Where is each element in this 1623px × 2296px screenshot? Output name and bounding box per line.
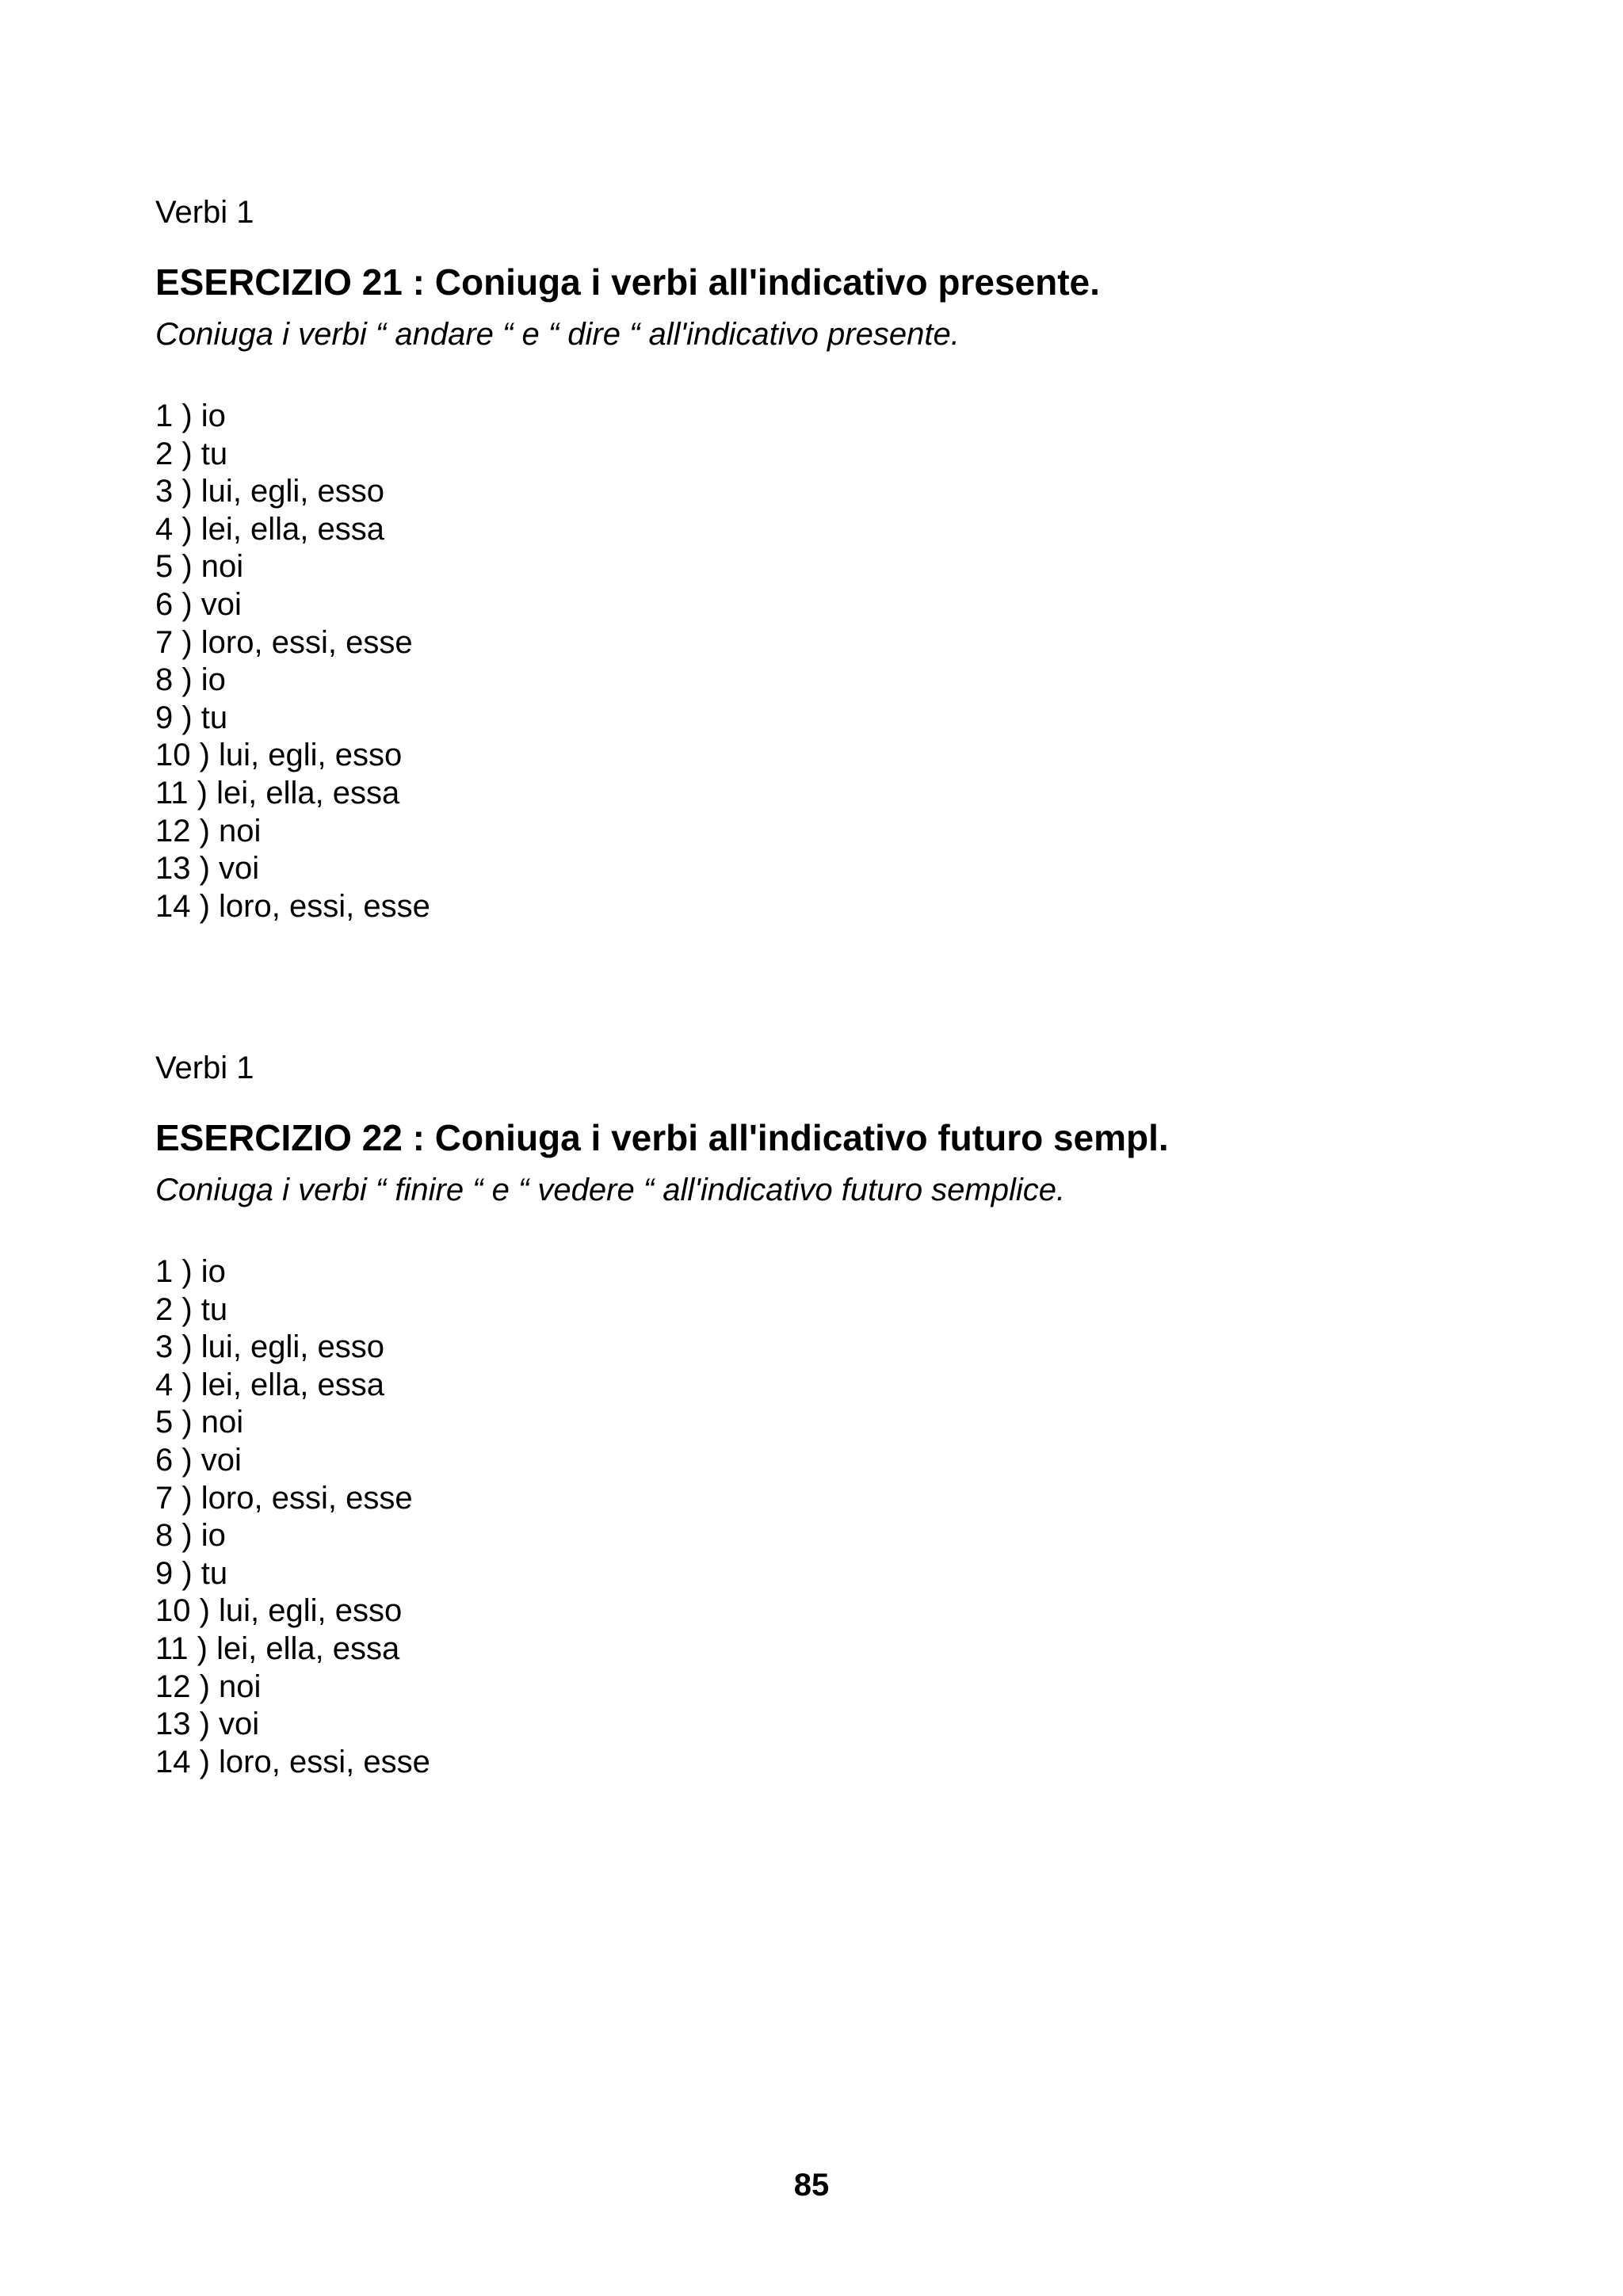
pronoun-list [155,398,1503,925]
list-item: 11 ) lei, ella, essa [155,775,400,810]
list-item: 1 ) io [155,1254,226,1289]
exercise-instruction: Coniuga i verbi “ finire “ e “ vedere “ all'indicativo futuro semplice. [155,1173,1066,1207]
list-item: 5 ) noi [155,549,244,585]
list-item: 3 ) lui, egli, esso [155,1329,385,1365]
list-item: 14 ) loro, essi, esse [155,888,430,924]
list-item: 12 ) noi [155,813,262,849]
list-item: 11 ) lei, ella, essa [155,1630,400,1666]
list-item: 10 ) lui, egli, esso [155,738,403,773]
section-category: Verbi 1 [155,1051,254,1085]
list-item: 6 ) voi [155,1442,242,1478]
list-item: 6 ) voi [155,586,242,622]
list-item: 9 ) tu [155,1555,228,1591]
list-item: 5 ) noi [155,1405,244,1440]
exercise-title: ESERCIZIO 22 : Coniuga i verbi all'indicativo futuro sempl. [155,1117,1169,1158]
list-item: 13 ) voi [155,851,260,887]
exercise-22 [155,1049,1503,1781]
list-item: 9 ) tu [155,700,228,735]
exercise-title: ESERCIZIO 21 : Coniuga i verbi all'indicativo presente. [155,261,1100,303]
list-item: 7 ) loro, essi, esse [155,1480,413,1516]
exercise-instruction: Coniuga i verbi “ andare “ e “ dire “ all'indicativo presente. [155,317,960,352]
list-item: 10 ) lui, egli, esso [155,1593,403,1629]
list-item: 4 ) lei, ella, essa [155,1367,385,1402]
list-item: 2 ) tu [155,436,228,471]
list-item: 8 ) io [155,1518,226,1554]
list-item: 14 ) loro, essi, esse [155,1744,430,1779]
page-number: 85 [793,2168,830,2203]
list-item: 7 ) loro, essi, esse [155,624,413,660]
exercise-21 [155,193,1503,925]
list-item: 13 ) voi [155,1707,260,1742]
list-item: 1 ) io [155,399,226,433]
list-item: 3 ) lui, egli, esso [155,474,385,509]
list-item: 8 ) io [155,662,226,698]
list-item: 12 ) noi [155,1669,262,1704]
pronoun-list [155,1253,1503,1781]
section-category: Verbi 1 [155,195,254,230]
list-item: 2 ) tu [155,1291,228,1327]
list-item: 4 ) lei, ella, essa [155,511,385,547]
